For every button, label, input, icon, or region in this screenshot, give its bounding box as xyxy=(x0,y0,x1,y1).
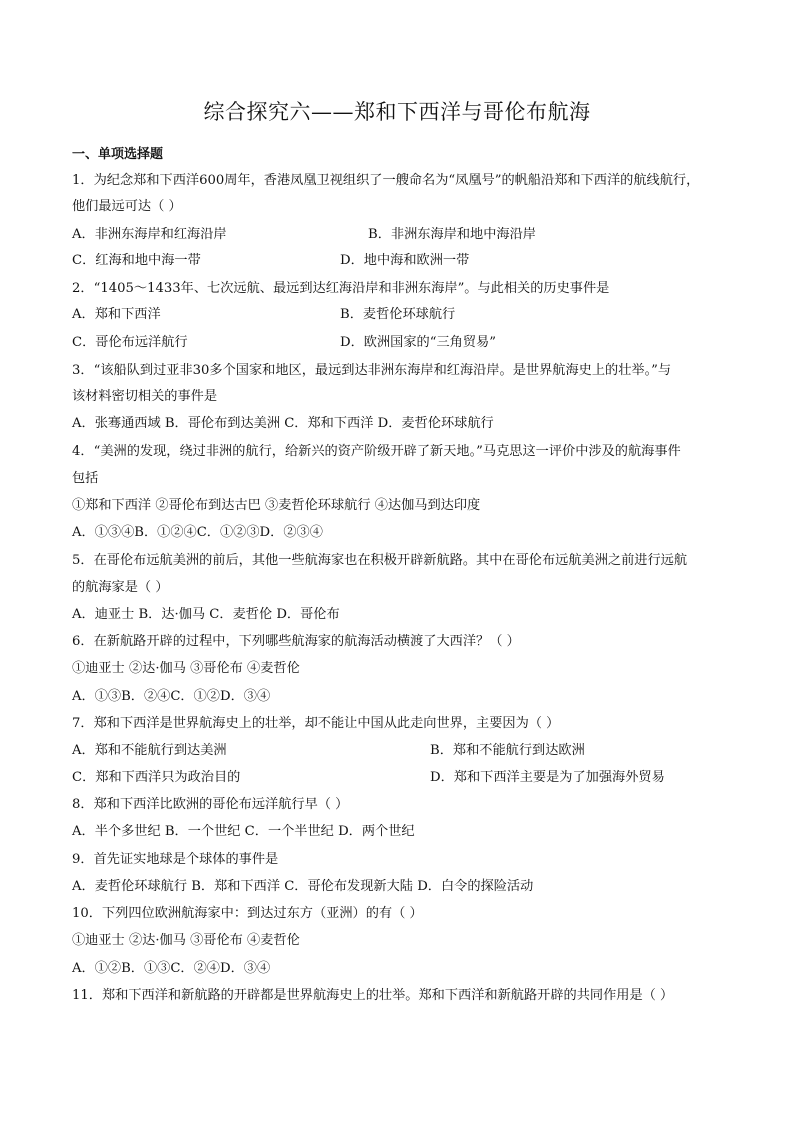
q1-option-d: D．地中海和欧洲一带 xyxy=(340,253,470,268)
question-1-text-cont: 他们最远可达（ ） xyxy=(72,199,182,214)
question-6-text: 6．在新航路开辟的过程中，下列哪些航海家的航海活动横渡了大西洋？（ ） xyxy=(72,634,520,649)
question-7-text: 7．郑和下西洋是世界航海史上的壮举，却不能让中国从此走向世界，主要因为（ ） xyxy=(72,716,560,731)
q5-options: A．迪亚士 B．达·伽马 C．麦哲伦 D．哥伦布 xyxy=(72,607,340,622)
q2-option-c: C．哥伦布远洋航行 xyxy=(72,335,188,350)
question-10-text: 10．下列四位欧洲航海家中：到达过东方（亚洲）的有（ ） xyxy=(72,906,423,921)
q2-option-d: D．欧洲国家的“三角贸易” xyxy=(340,335,496,350)
q4-options: A．①③④B．①②④C．①②③D．②③④ xyxy=(72,525,323,540)
question-4-text: 4．“美洲的发现，绕过非洲的航行，给新兴的资产阶级开辟了新天地。”马克思这一评价中涉及的航海事件 xyxy=(72,444,681,459)
question-5-text-cont: 的航海家是（ ） xyxy=(72,580,169,595)
question-8-text: 8．郑和下西洋比欧洲的哥伦布远洋航行早（ ） xyxy=(72,797,349,812)
q4-items: ①郑和下西洋 ②哥伦布到达古巴 ③麦哲伦环球航行 ④达伽马到达印度 xyxy=(72,498,481,513)
q7-option-b: B．郑和不能航行到达欧洲 xyxy=(430,743,585,758)
q2-option-b: B．麦哲伦环球航行 xyxy=(340,307,456,322)
section-heading: 一、单项选择题 xyxy=(72,147,164,162)
question-3-text-cont: 该材料密切相关的事件是 xyxy=(72,389,218,404)
q10-items: ①迪亚士 ②达·伽马 ③哥伦布 ④麦哲伦 xyxy=(72,933,300,948)
q10-options: A．①②B．①③C．②④D．③④ xyxy=(72,961,271,976)
q6-options: A．①③B．②④C．①②D．③④ xyxy=(72,689,271,704)
q9-options: A．麦哲伦环球航行 B．郑和下西洋 C．哥伦布发现新大陆 D．白令的探险活动 xyxy=(72,879,534,894)
q7-option-a: A．郑和不能航行到达美洲 xyxy=(72,743,227,758)
question-1-text: 1．为纪念郑和下西洋600周年，香港凤凰卫视组织了一艘命名为“凤凰号”的帆船沿郑和下西洋的航线航行， xyxy=(72,173,700,188)
q2-option-a: A．郑和下西洋 xyxy=(72,307,161,322)
q8-options: A．半个多世纪 B．一个世纪 C．一个半世纪 D．两个世纪 xyxy=(72,824,415,839)
question-5-text: 5．在哥伦布远航美洲的前后，其他一些航海家也在积极开辟新航路。其中在哥伦布远航美洲之前进行远航 xyxy=(72,553,688,568)
question-11-text: 11．郑和下西洋和新航路的开辟都是世界航海史上的壮举。郑和下西洋和新航路开辟的共同作用是（ ） xyxy=(72,988,674,1003)
q1-option-a: A．非洲东海岸和红海沿岸 xyxy=(72,227,227,242)
q7-option-c: C．郑和下西洋只为政治目的 xyxy=(72,770,241,785)
q7-option-d: D．郑和下西洋主要是为了加强海外贸易 xyxy=(430,770,665,785)
q1-option-b: B．非洲东海岸和地中海沿岸 xyxy=(368,227,536,242)
question-2-text: 2．“1405～1433年、七次远航、最远到达红海沿岸和非洲东海岸”。与此相关的历史事件是 xyxy=(72,281,610,296)
q1-option-c: C．红海和地中海一带 xyxy=(72,253,201,268)
q3-options: A．张骞通西域 B．哥伦布到达美洲 C．郑和下西洋 D．麦哲伦环球航行 xyxy=(72,416,494,431)
question-3-text: 3．“该船队到过亚非30多个国家和地区，最远到达非洲东海岸和红海沿岸。是世界航海史上的壮举。”与 xyxy=(72,363,672,378)
page-title: 综合探究六——郑和下西洋与哥伦布航海 xyxy=(203,100,591,124)
q6-items: ①迪亚士 ②达·伽马 ③哥伦布 ④麦哲伦 xyxy=(72,661,300,676)
question-9-text: 9．首先证实地球是个球体的事件是 xyxy=(72,852,279,867)
question-4-text-cont: 包括 xyxy=(72,471,99,486)
